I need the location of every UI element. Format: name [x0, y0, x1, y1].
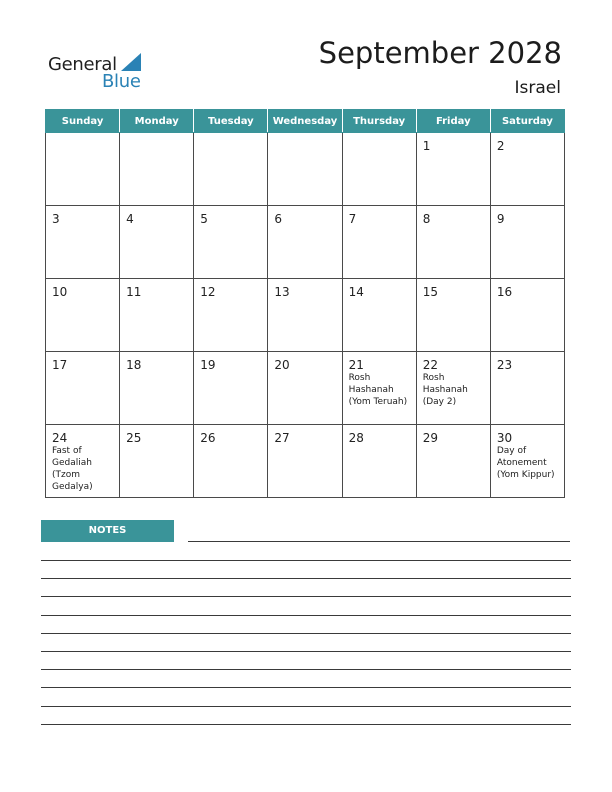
weekday-header: Saturday	[490, 110, 564, 133]
calendar-day-cell[interactable]	[120, 425, 194, 498]
day-number: 27	[274, 431, 290, 445]
calendar-week-row	[46, 279, 565, 352]
calendar-day-cell[interactable]	[268, 279, 342, 352]
holiday-label: Fast of Gedaliah (Tzom Gedalya)	[52, 446, 93, 492]
calendar-day-cell[interactable]	[490, 425, 564, 498]
calendar-day-cell[interactable]	[194, 352, 268, 425]
note-line	[41, 651, 571, 652]
calendar-day-cell[interactable]	[120, 352, 194, 425]
note-line	[41, 578, 571, 579]
calendar-week-row	[46, 133, 565, 206]
calendar-day-cell[interactable]	[490, 133, 564, 206]
day-number: 6	[274, 212, 283, 226]
note-line	[41, 560, 571, 561]
calendar-day-cell[interactable]	[416, 425, 490, 498]
calendar-day-cell[interactable]	[490, 352, 564, 425]
day-number: 5	[200, 212, 208, 226]
calendar-day-cell[interactable]	[268, 133, 342, 206]
weekday-header: Tuesday	[194, 110, 268, 133]
calendar-day-cell[interactable]	[120, 206, 194, 279]
calendar-day-cell[interactable]	[46, 279, 120, 352]
calendar-day-cell[interactable]	[416, 206, 490, 279]
calendar-day-cell[interactable]	[120, 279, 194, 352]
day-number: 16	[496, 285, 513, 299]
calendar-day-cell[interactable]	[46, 425, 120, 498]
calendar-day-cell[interactable]	[46, 133, 120, 206]
note-line	[41, 615, 571, 616]
day-number: 9	[496, 212, 505, 226]
day-number: 2	[496, 139, 505, 153]
weekday-header: Friday	[416, 110, 490, 133]
day-number: 8	[422, 212, 431, 226]
calendar-day-cell[interactable]	[342, 352, 416, 425]
day-number: 4	[126, 212, 134, 226]
calendar-day-cell[interactable]	[342, 425, 416, 498]
note-line	[41, 596, 571, 597]
day-number: 24	[52, 431, 68, 445]
calendar-day-cell[interactable]	[46, 206, 120, 279]
notes-label: NOTES	[41, 520, 174, 542]
note-line	[41, 669, 571, 670]
day-number: 7	[348, 212, 357, 226]
calendar-day-cell[interactable]	[416, 133, 490, 206]
calendar-day-cell[interactable]	[194, 425, 268, 498]
day-number: 10	[52, 285, 68, 299]
logo-blue-text: Blue	[102, 71, 141, 92]
weekday-header-row	[46, 110, 565, 133]
day-number: 14	[348, 285, 364, 299]
calendar-day-cell[interactable]	[416, 279, 490, 352]
day-number: 28	[348, 431, 364, 445]
note-line	[41, 706, 571, 707]
calendar-day-cell[interactable]	[416, 352, 490, 425]
calendar-day-cell[interactable]	[268, 425, 342, 498]
day-number: 30	[496, 431, 513, 445]
note-line	[41, 633, 571, 634]
calendar-day-cell[interactable]	[194, 206, 268, 279]
day-number: 25	[126, 431, 142, 445]
logo-triangle-icon	[121, 53, 141, 71]
day-number: 11	[126, 285, 142, 299]
brand-logo	[48, 52, 148, 92]
day-number: 19	[200, 358, 216, 372]
calendar-day-cell[interactable]	[194, 133, 268, 206]
calendar-week-row	[46, 352, 565, 425]
weekday-header: Wednesday	[268, 110, 342, 133]
page-title: September 2028	[318, 36, 562, 70]
holiday-label: Day of Atonement (Yom Kippur)	[496, 446, 555, 480]
calendar-week-row	[46, 425, 565, 498]
country-label: Israel	[514, 78, 561, 98]
weekday-header: Sunday	[46, 110, 120, 133]
day-number: 26	[200, 431, 216, 445]
logo-general-text: General	[48, 54, 117, 75]
calendar-day-cell[interactable]	[342, 206, 416, 279]
note-line	[41, 724, 571, 725]
day-number: 3	[52, 212, 60, 226]
note-line	[41, 687, 571, 688]
day-number: 23	[496, 358, 513, 372]
calendar-day-cell[interactable]	[342, 279, 416, 352]
day-number: 21	[348, 358, 364, 372]
holiday-label: Rosh Hashanah (Day 2)	[422, 373, 468, 407]
day-number: 12	[200, 285, 216, 299]
calendar-day-cell[interactable]	[342, 133, 416, 206]
calendar-day-cell[interactable]	[46, 352, 120, 425]
holiday-label: Rosh Hashanah (Yom Teruah)	[348, 373, 408, 407]
calendar-day-cell[interactable]	[490, 206, 564, 279]
day-number: 20	[274, 358, 290, 372]
day-number: 15	[422, 285, 438, 299]
day-number: 22	[422, 358, 438, 372]
note-line	[188, 541, 570, 542]
weekday-header: Monday	[120, 110, 194, 133]
day-number: 18	[126, 358, 142, 372]
day-number: 13	[274, 285, 290, 299]
calendar-grid	[45, 109, 565, 498]
weekday-header: Thursday	[342, 110, 416, 133]
day-number: 1	[422, 139, 431, 153]
calendar-day-cell[interactable]	[120, 133, 194, 206]
day-number: 17	[52, 358, 68, 372]
calendar-week-row	[46, 206, 565, 279]
calendar-day-cell[interactable]	[490, 279, 564, 352]
day-number: 29	[422, 431, 438, 445]
calendar-day-cell[interactable]	[268, 352, 342, 425]
calendar-day-cell[interactable]	[268, 206, 342, 279]
calendar-day-cell[interactable]	[194, 279, 268, 352]
